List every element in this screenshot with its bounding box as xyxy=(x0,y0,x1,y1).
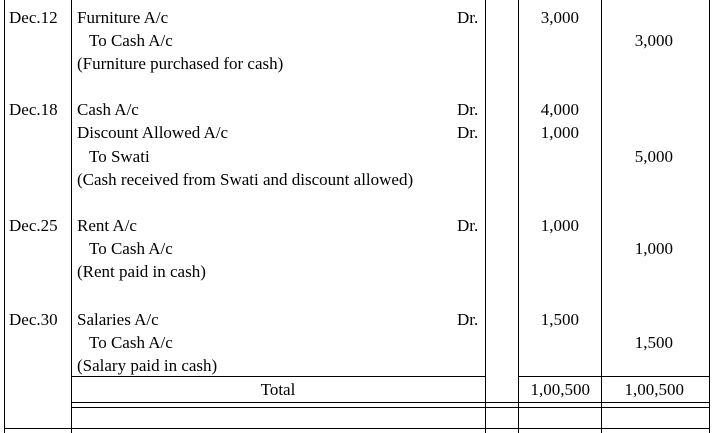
entry-date: Dec.30 xyxy=(9,310,58,329)
narration: (Rent paid in cash) xyxy=(77,262,206,281)
dr-marker: Dr. xyxy=(457,310,479,329)
credit-amount: 3,000 xyxy=(634,31,673,50)
debit-amount: 1,000 xyxy=(540,123,579,142)
debit-amount: 1,500 xyxy=(540,310,579,329)
debit-account: Salaries A/c xyxy=(77,310,159,329)
debit-amount: 1,000 xyxy=(540,216,579,235)
credit-amount: 5,000 xyxy=(634,147,673,166)
debit-account: Rent A/c xyxy=(77,216,137,235)
left-border xyxy=(4,0,5,433)
credit-account: To Cash A/c xyxy=(89,31,173,50)
dr-marker: Dr. xyxy=(457,216,479,235)
date-column-rule xyxy=(71,0,72,433)
credit-account: To Cash A/c xyxy=(89,239,173,258)
total-label: Total xyxy=(260,380,296,399)
credit-account: To Cash A/c xyxy=(89,333,173,352)
narration: (Salary paid in cash) xyxy=(77,356,218,375)
entry-date: Dec.25 xyxy=(9,216,58,235)
total-credit: 1,00,500 xyxy=(624,380,684,399)
entry-date: Dec.18 xyxy=(9,100,58,119)
total-row-bottom-rule xyxy=(71,402,709,403)
total-credit-top-rule xyxy=(602,376,709,377)
dr-marker: Dr. xyxy=(457,8,479,27)
credit-amount: 1,500 xyxy=(634,333,673,352)
debit-amount: 4,000 xyxy=(540,100,579,119)
right-border xyxy=(709,0,710,433)
total-debit-top-rule xyxy=(519,376,601,377)
narration: (Cash received from Swati and discount allowed) xyxy=(77,170,414,189)
debit-account: Cash A/c xyxy=(77,100,139,119)
debit-column-rule xyxy=(601,0,602,433)
debit-account: Furniture A/c xyxy=(77,8,169,27)
debit-account: Discount Allowed A/c xyxy=(77,123,229,142)
credit-account: To Swati xyxy=(89,147,150,166)
narration: (Furniture purchased for cash) xyxy=(77,54,284,73)
dr-marker: Dr. xyxy=(457,123,479,142)
blank-row-rule xyxy=(71,407,709,408)
debit-amount: 3,000 xyxy=(540,8,579,27)
bottom-border xyxy=(4,428,709,429)
particulars-column-rule xyxy=(485,0,486,433)
entry-date: Dec.12 xyxy=(9,8,58,27)
credit-amount: 1,000 xyxy=(634,239,673,258)
dr-marker: Dr. xyxy=(457,100,479,119)
total-debit: 1,00,500 xyxy=(530,380,590,399)
